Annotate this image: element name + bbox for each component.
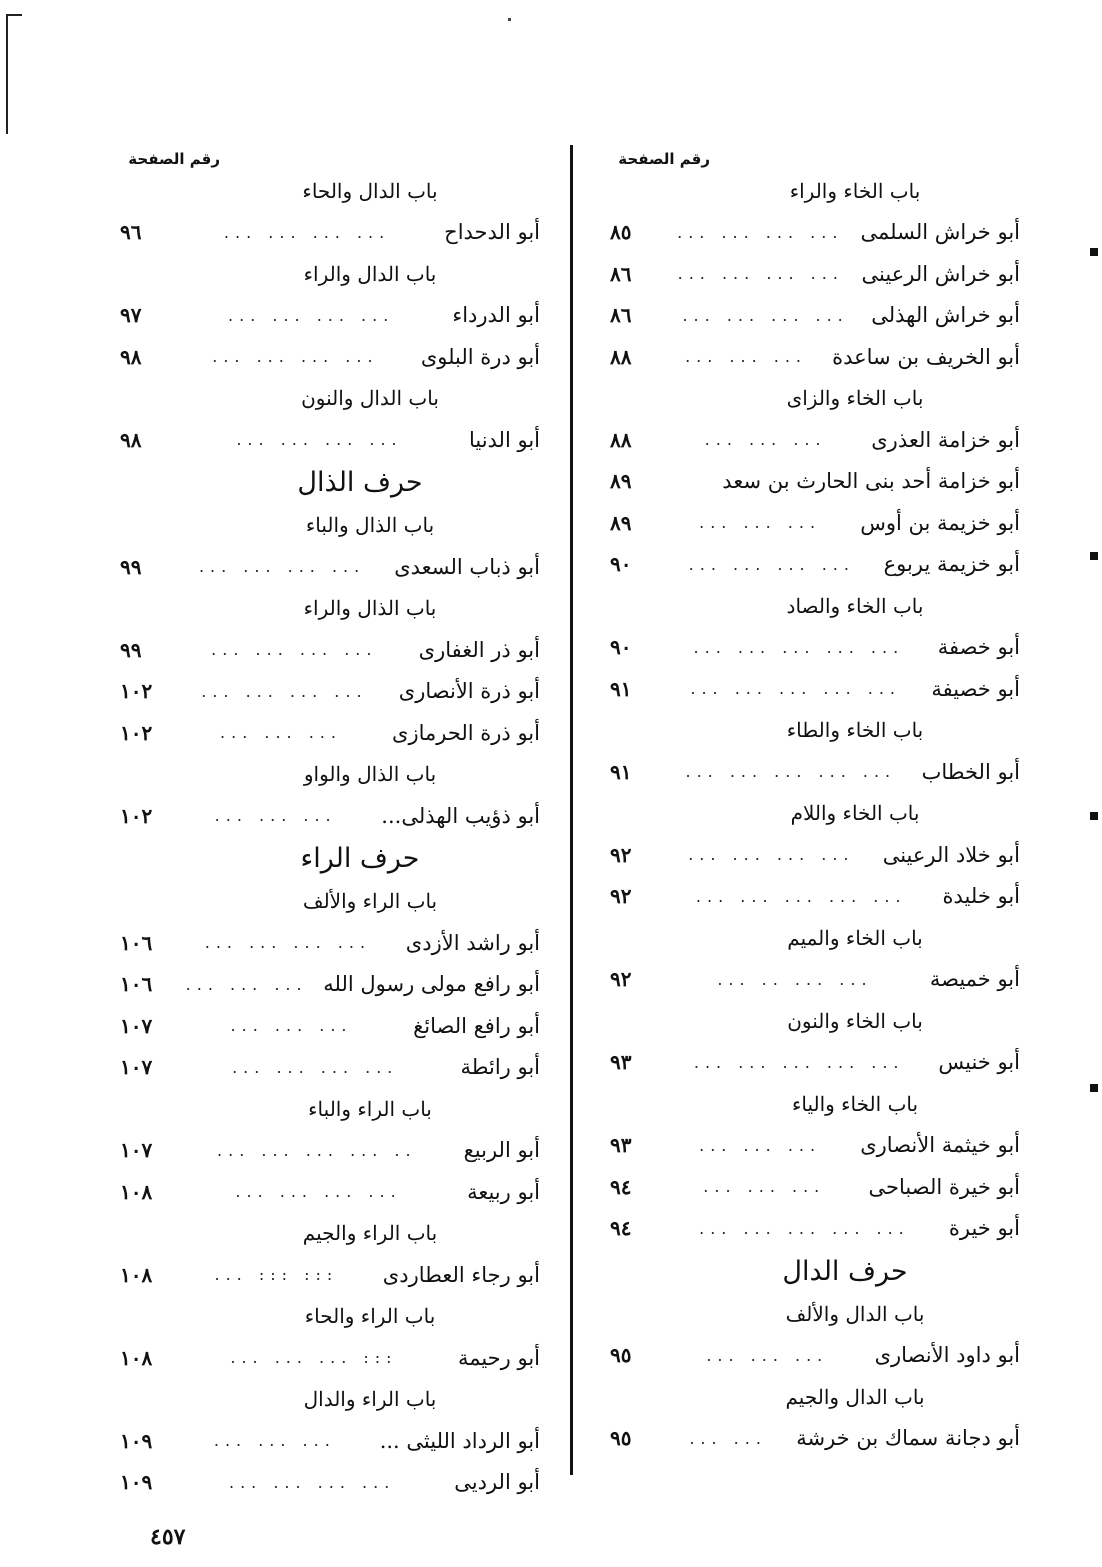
entry-page-number: ١٠٩ bbox=[120, 1428, 153, 1453]
index-entry bbox=[610, 419, 1020, 461]
entry-name: أبو خراش الرعينى bbox=[861, 261, 1020, 286]
entry-page-number: ١٠٢ bbox=[120, 803, 153, 828]
entry-name: أبو رافع مولى رسول الله bbox=[323, 972, 540, 997]
leader-dots: ... ... ... bbox=[699, 1135, 822, 1155]
section-heading-text: باب الخاء واللام bbox=[790, 801, 920, 826]
leader-dots: ... ... ... ... bbox=[232, 1057, 399, 1077]
entry-page-number: ١٠٨ bbox=[120, 1179, 153, 1204]
index-entry bbox=[610, 1125, 1020, 1167]
section-heading-text: باب الخاء والنون bbox=[787, 1008, 923, 1033]
letter-heading-text: حرف الدال bbox=[782, 1255, 908, 1287]
entry-page-number: ٨٩ bbox=[610, 469, 632, 494]
index-entry bbox=[610, 1166, 1020, 1208]
leader-dots: ... ... ... ... ... bbox=[693, 1052, 905, 1072]
leader-dots: ... ... ... ... ... bbox=[685, 762, 897, 782]
section-heading bbox=[610, 170, 1020, 212]
section-heading bbox=[610, 793, 1020, 835]
entry-page-number: ٩٤ bbox=[610, 1174, 632, 1199]
index-entry bbox=[120, 419, 540, 461]
section-heading bbox=[120, 170, 540, 212]
section-heading bbox=[120, 1088, 540, 1130]
letter-heading-text: حرف الراء bbox=[300, 843, 420, 874]
section-heading bbox=[120, 1379, 540, 1421]
leader-dots: ... ... ... bbox=[214, 806, 337, 826]
index-entry bbox=[610, 876, 1020, 918]
leader-dots: ... ... ... ... bbox=[223, 222, 391, 242]
entry-name: أبو الرداد الليثى ... bbox=[379, 1428, 540, 1453]
entry-name: أبو خيرة الصباحى bbox=[868, 1174, 1020, 1199]
entry-name: أبو رائطة bbox=[460, 1055, 540, 1080]
entry-page-number: ١٠٨ bbox=[120, 1345, 153, 1370]
section-heading bbox=[120, 588, 540, 630]
entry-name: أبو ذرة الأنصارى bbox=[398, 679, 540, 704]
entry-name: أبو الدنيا bbox=[468, 427, 540, 452]
letter-heading bbox=[610, 1249, 1020, 1293]
leader-dots: ... ... ... bbox=[230, 1016, 353, 1036]
index-entry bbox=[120, 1462, 540, 1504]
section-heading-text: باب الخاء والطاء bbox=[786, 718, 924, 743]
section-heading bbox=[610, 1000, 1020, 1042]
index-entry bbox=[610, 295, 1020, 337]
binding-edge-tick bbox=[6, 14, 22, 16]
section-heading-text: باب الدال والراء bbox=[303, 261, 437, 286]
entry-page-number: ٩٢ bbox=[610, 842, 632, 867]
entry-name: أبو ربيعة bbox=[467, 1179, 540, 1204]
leader-dots: ... ... ... ... ... bbox=[693, 637, 905, 657]
section-heading bbox=[610, 917, 1020, 959]
entry-page-number: ١٠٨ bbox=[120, 1262, 153, 1287]
entry-name: أبو خيرة bbox=[948, 1216, 1020, 1241]
leader-dots: ... ... ... ... ... bbox=[695, 886, 907, 906]
index-entry bbox=[610, 668, 1020, 710]
leader-dots: ... ... ... ... bbox=[682, 305, 849, 325]
section-heading bbox=[610, 585, 1020, 627]
leader-dots: ... ... ... ... bbox=[201, 681, 368, 701]
entry-name: أبو راشد الأزدى bbox=[405, 930, 540, 955]
entry-page-number: ٩٥ bbox=[610, 1426, 632, 1451]
section-heading-text: باب الراء والباء bbox=[308, 1096, 432, 1121]
entry-name: أبو خزيمة بن أوس bbox=[860, 510, 1020, 535]
entry-page-number: ٩٠ bbox=[610, 552, 632, 577]
index-entry bbox=[120, 671, 540, 713]
entry-page-number: ٩٩ bbox=[120, 554, 142, 579]
leader-dots: ... ... ... bbox=[699, 513, 822, 533]
entry-page-number: ٩٨ bbox=[120, 344, 142, 369]
section-heading-text: باب الخاء والراء bbox=[789, 178, 921, 203]
leader-dots: ... ... ... ... bbox=[236, 430, 403, 450]
leader-dots: ... ... ... ... bbox=[198, 557, 366, 577]
index-entry bbox=[120, 712, 540, 754]
entry-name: أبو ذباب السعدى bbox=[394, 554, 540, 579]
section-heading-text: باب الخاء والياء bbox=[791, 1091, 919, 1116]
index-entry bbox=[120, 795, 540, 837]
index-entry bbox=[120, 964, 540, 1006]
index-entry bbox=[120, 1130, 540, 1172]
entry-page-number: ٨٨ bbox=[610, 344, 632, 369]
section-heading bbox=[610, 1083, 1020, 1125]
right-column bbox=[610, 148, 1020, 1459]
entry-page-number: ٩٠ bbox=[610, 635, 632, 660]
entry-page-number: ٨٦ bbox=[610, 261, 632, 286]
leader-dots: ::: ::: ... bbox=[214, 1265, 339, 1285]
section-heading-text: باب الذال والواو bbox=[303, 762, 437, 787]
index-entry bbox=[610, 544, 1020, 586]
leader-dots: ... ... ... ... bbox=[235, 1182, 402, 1202]
leader-dots: ... ... ... ... bbox=[212, 347, 379, 367]
leader-dots: ... ... ... ... bbox=[228, 305, 395, 325]
index-entry bbox=[120, 212, 540, 254]
leader-dots: ... ... ... ... bbox=[204, 933, 372, 953]
margin-mark bbox=[1090, 1084, 1098, 1092]
section-heading bbox=[120, 253, 540, 295]
entry-name: أبو خراش الهذلى bbox=[871, 303, 1020, 328]
entry-page-number: ٩٣ bbox=[610, 1133, 632, 1158]
section-heading-text: باب الخاء والميم bbox=[787, 925, 923, 950]
leader-dots: ... ... bbox=[689, 1428, 767, 1448]
index-entry bbox=[610, 1418, 1020, 1460]
leader-dots: .. ... ... ... ... bbox=[217, 1140, 417, 1160]
index-entry bbox=[610, 1208, 1020, 1250]
index-entry bbox=[120, 1337, 540, 1379]
entry-name: أبو خميصة bbox=[929, 967, 1020, 992]
index-entry bbox=[120, 546, 540, 588]
section-heading-text: باب الخاء والزاى bbox=[786, 386, 924, 411]
entry-name: أبو خزامة أحد بنى الحارث بن سعد bbox=[722, 469, 1020, 494]
section-heading-text: باب الراء والحاء bbox=[304, 1304, 436, 1329]
leader-dots: ... ... ... bbox=[185, 974, 308, 994]
section-heading bbox=[120, 378, 540, 420]
entry-name: أبو الدرداء bbox=[452, 303, 540, 328]
index-entry bbox=[610, 751, 1020, 793]
entry-page-number: ١٠٢ bbox=[120, 679, 153, 704]
entry-page-number: ٨٦ bbox=[610, 303, 632, 328]
leader-dots: ::: ... ... ... bbox=[230, 1348, 398, 1368]
page-number-header: رقم الصفحة bbox=[618, 150, 710, 168]
entry-name: أبو خزيمة يربوع bbox=[883, 552, 1020, 577]
entry-page-number: ١٠٩ bbox=[120, 1470, 153, 1495]
section-heading-text: باب الراء والجيم bbox=[302, 1221, 438, 1246]
column-divider bbox=[570, 145, 573, 1475]
entry-page-number: ١٠٢ bbox=[120, 720, 153, 745]
margin-mark bbox=[1090, 812, 1098, 820]
index-entry bbox=[120, 1005, 540, 1047]
leader-dots: ... ... ... ... bbox=[688, 554, 855, 574]
entry-name: أبو ذؤيب الهذلى... bbox=[381, 803, 540, 828]
entry-name: أبو خليدة bbox=[942, 884, 1020, 909]
entry-page-number: ١٠٦ bbox=[120, 930, 153, 955]
section-heading-text: باب الدال والجيم bbox=[785, 1384, 925, 1409]
leader-dots: ... ... ... ... bbox=[688, 845, 855, 865]
entry-name: أبو خنيس bbox=[938, 1050, 1020, 1075]
section-heading bbox=[610, 1293, 1020, 1335]
index-entry bbox=[610, 1042, 1020, 1084]
leader-dots: ... ... ... ... ... bbox=[699, 1218, 910, 1238]
entry-name: أبو خصفة bbox=[937, 635, 1020, 660]
leader-dots: ... ... ... ... bbox=[228, 1472, 396, 1492]
entry-name: أبو دجانة سماك بن خرشة bbox=[796, 1426, 1020, 1451]
entry-name: أبو خلاد الرعينى bbox=[882, 842, 1020, 867]
leader-dots: ... ... ... ... ... bbox=[690, 679, 901, 699]
entry-name: أبو داود الأنصارى bbox=[874, 1343, 1020, 1368]
entry-page-number: ٩٩ bbox=[120, 637, 142, 662]
leader-dots: ... ... ... bbox=[703, 1177, 826, 1197]
entry-name: أبو رافع الصائغ bbox=[413, 1013, 540, 1038]
section-heading-text: باب الراء والدال bbox=[303, 1387, 437, 1412]
entry-name: أبو الدحداح bbox=[444, 220, 540, 245]
entry-page-number: ١٠٧ bbox=[120, 1138, 153, 1163]
entry-page-number: ١٠٦ bbox=[120, 972, 153, 997]
entry-name: أبو الرديى bbox=[454, 1470, 540, 1495]
letter-heading bbox=[120, 461, 540, 505]
section-heading-text: باب الراء والألف bbox=[302, 889, 438, 914]
section-heading bbox=[120, 754, 540, 796]
leader-dots: ... ... ... bbox=[685, 347, 808, 367]
index-entry bbox=[610, 627, 1020, 669]
entry-name: أبو رجاء العطاردى bbox=[382, 1262, 540, 1287]
binding-edge-line bbox=[6, 14, 8, 134]
index-entry bbox=[610, 253, 1020, 295]
entry-page-number: ٩٧ bbox=[120, 303, 142, 328]
index-entry bbox=[610, 959, 1020, 1001]
entry-name: أبو خيثمة الأنصارى bbox=[860, 1133, 1020, 1158]
leader-dots: ... ... ... ... bbox=[211, 640, 378, 660]
section-heading-text: باب الدال والألف bbox=[785, 1301, 925, 1326]
entry-name: أبو رحيمة bbox=[457, 1345, 540, 1370]
entry-page-number: ٩٣ bbox=[610, 1050, 632, 1075]
entry-page-number: ٩٤ bbox=[610, 1216, 632, 1241]
index-entry bbox=[120, 1047, 540, 1089]
entry-name: أبو ذر الغفارى bbox=[418, 637, 540, 662]
section-heading bbox=[120, 1296, 540, 1338]
index-entry bbox=[120, 295, 540, 337]
left-column bbox=[120, 148, 540, 1503]
page-number: ٤٥٧ bbox=[150, 1524, 186, 1550]
index-entry bbox=[120, 1171, 540, 1213]
entry-page-number: ١٠٧ bbox=[120, 1055, 153, 1080]
entry-name: أبو الخطاب bbox=[921, 759, 1020, 784]
section-heading bbox=[610, 710, 1020, 752]
index-entry bbox=[120, 1420, 540, 1462]
index-entry bbox=[120, 922, 540, 964]
section-heading-text: باب الذال والباء bbox=[305, 513, 435, 538]
leader-dots: ... ... ... ... bbox=[677, 222, 844, 242]
section-heading-text: باب الدال والحاء bbox=[302, 178, 438, 203]
entry-name: أبو خصيفة bbox=[931, 676, 1020, 701]
entry-page-number: ٩١ bbox=[610, 759, 632, 784]
page-number-header: رقم الصفحة bbox=[128, 150, 220, 168]
entry-page-number: ٩١ bbox=[610, 676, 632, 701]
index-entry bbox=[610, 212, 1020, 254]
section-heading bbox=[120, 1213, 540, 1255]
index-entry bbox=[610, 834, 1020, 876]
entry-page-number: ٨٨ bbox=[610, 427, 632, 452]
speck bbox=[508, 18, 511, 21]
margin-mark bbox=[1090, 248, 1098, 256]
entry-page-number: ٩٢ bbox=[610, 884, 632, 909]
entry-name: أبو خزامة العذرى bbox=[871, 427, 1020, 452]
section-heading bbox=[610, 1376, 1020, 1418]
letter-heading-text: حرف الذال bbox=[297, 467, 423, 498]
margin-mark bbox=[1090, 552, 1098, 560]
entry-page-number: ٨٩ bbox=[610, 510, 632, 535]
section-heading bbox=[610, 378, 1020, 420]
section-heading bbox=[120, 881, 540, 923]
entry-page-number: ٩٦ bbox=[120, 220, 142, 245]
entry-name: أبو خراش السلمى bbox=[860, 220, 1020, 245]
leader-dots: ... ... ... bbox=[220, 723, 342, 743]
entry-page-number: ٩٥ bbox=[610, 1343, 632, 1368]
entry-page-number: ٩٢ bbox=[610, 967, 632, 992]
leader-dots: ... ... ... bbox=[706, 1345, 829, 1365]
index-entry bbox=[610, 336, 1020, 378]
index-entry bbox=[120, 336, 540, 378]
entry-page-number: ١٠٧ bbox=[120, 1013, 153, 1038]
index-entry bbox=[610, 1335, 1020, 1377]
section-heading-text: باب الدال والنون bbox=[301, 386, 439, 411]
entry-page-number: ٩٨ bbox=[120, 427, 142, 452]
index-entry bbox=[120, 629, 540, 671]
leader-dots: ... ... ... bbox=[213, 1431, 336, 1451]
leader-dots: ... ... .. ... bbox=[717, 969, 873, 989]
index-entry bbox=[610, 502, 1020, 544]
index-entry bbox=[610, 461, 1020, 503]
index-entry bbox=[120, 1254, 540, 1296]
entry-name: أبو ذرة الحرمازى bbox=[392, 720, 540, 745]
leader-dots: ... ... ... ... bbox=[677, 264, 844, 284]
entry-page-number: ٨٥ bbox=[610, 220, 632, 245]
entry-name: أبو الخريف بن ساعدة bbox=[832, 344, 1020, 369]
letter-heading bbox=[120, 837, 540, 881]
section-heading-text: باب الذال والراء bbox=[303, 596, 437, 621]
section-heading-text: باب الخاء والصاد bbox=[786, 593, 924, 618]
entry-name: أبو درة البلوى bbox=[420, 344, 540, 369]
section-heading bbox=[120, 505, 540, 547]
leader-dots: ... ... ... bbox=[704, 430, 827, 450]
entry-name: أبو الربيع bbox=[463, 1138, 540, 1163]
